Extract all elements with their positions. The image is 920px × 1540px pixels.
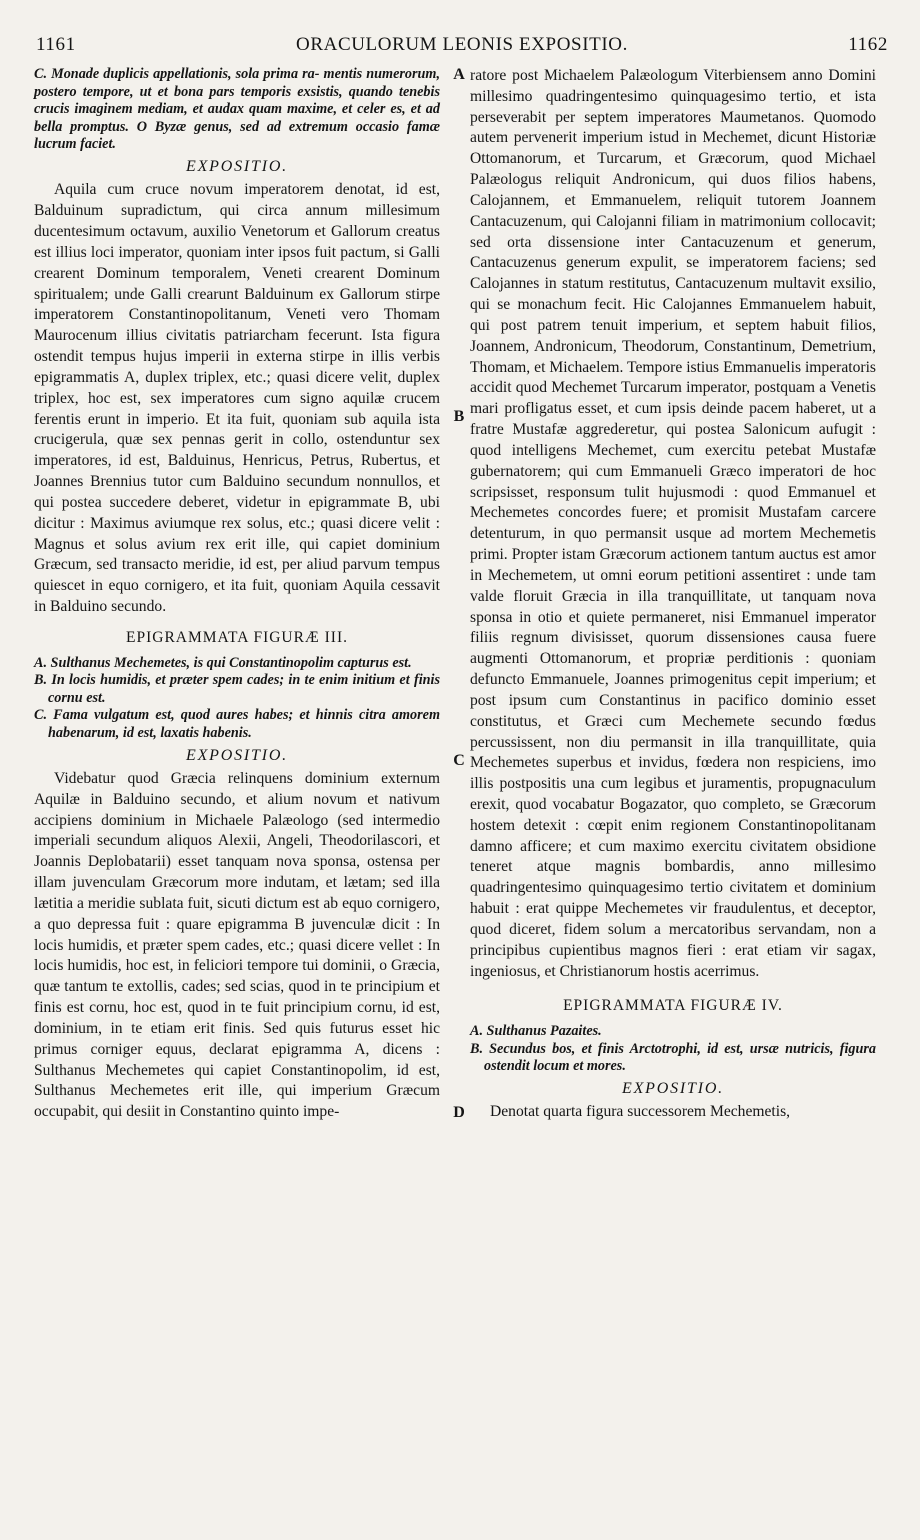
column-marker-d: D xyxy=(453,1104,465,1121)
page-number-right: 1162 xyxy=(848,34,888,55)
epigram-b: B. Secundus bos, et finis Arctotrophi, id est, ursæ nutricis, figura ostendit locum et mores. xyxy=(470,1040,876,1075)
exposition-paragraph: Videbatur quod Græcia relinquens dominium externum Aquilæ in Balduino secundo, et alium novum et nativum accipiens dominium in Michaele Palæologo (sed intermedio imperiali secundum aliquos Alexii, Angeli, Theodorilascori, et Joannis Deplobatarii) esset tanquam nova sponsa, ostensa per illam juvenculam Græcorum more indutam, et lætam; sed illa lætitia a meridie sublata fuit, sicuti dictum est ab equo cornigero, a quo depressa fuit : quare epigramma B juvenculæ dicit : In locis humidis, et præter spem cades, etc.; quasi dicere vellet : In locis humidis, hoc est, in feliciori tempore tui dominii, o Græcia, quæ tantum te extollis, cades; sed scias, quod in te principium et finis est cornu, hoc est, quod in te fuit principium cornu, id est, dominium, in te etiam erit finis. Sed quis futurus esset hic primus corniger equus, declarat epigramma A, dicens : Sulthanus Mechemetes qui capiet Constantinopolim, id est, Sulthanus Mechemetes erit ille, qui imperium Græcum occupabit, qui desiit in Constantino quinto impe- xyxy=(34,769,440,1121)
running-title: ORACULORUM LEONIS EXPOSITIO. xyxy=(296,34,628,55)
epigram-c-continued: C. Monade duplicis appellationis, sola prima ra- mentis numerorum, postero tempore, ut et bona pars temporis exsistis, quando tenebis crucis imaginem mediam, et audax quam maxime, et celer es, et ad bella promptus. O Byzæ genus, sed ad extremum occasio famæ lucrum faciet. xyxy=(34,66,440,153)
running-header xyxy=(36,34,888,60)
exposition-paragraph: Denotat quarta figura successorem Mechemetis, xyxy=(490,1103,791,1121)
right-column xyxy=(470,66,876,1123)
exposition-heading: EXPOSITIO. xyxy=(622,1079,724,1097)
epigram-a: A. Sulthanus Pazaites. xyxy=(470,1023,602,1040)
exposition-heading: EXPOSITIO. xyxy=(186,746,288,764)
column-marker-c: C xyxy=(453,752,465,769)
column-marker-b: B xyxy=(453,408,465,425)
page-number-left: 1161 xyxy=(36,34,76,55)
column-marker-a: A xyxy=(453,66,465,83)
exposition-paragraph: ratore post Michaelem Palæologum Viterbiensem anno Domini millesimo quadringentesimo quinquagesimo tertio, et ista perseverabit per septem imperatores Maumetanos. Quomodo autem pervenerit imperium istud in Mechemet, dicunt Historiæ Ottomanorum, et Turcarum, et Græcorum, quod Michael Palæologus reliquit Andronicum, qui duos filios habens, Calojannem, et Emmanuelem, reliquit tutorem Joannem Cantacuzenum, qui Calojanni filiam in matrimonium collocavit; sed orta dissensione inter Cantacuzenum et generum, Cantacuzenus generum expulit, se imperatorem faciens; sed Calojannes in statum restitutus, Cantacuzenum multavit exsilio, qui se monachum fecit. Hic Calojannes Emmanuelem habuit, qui post patrem tenuit imperium, et septem habuit filios, Joannem, Andronicum, Theodorum, Constantinum, Demetrium, Thomam, et Michaelem. Tempore istius Emmanuelis imperatoris accidit quod Mechemet Turcarum imperator, postquam a Venetis mari profligatus esset, et cum ipsis deinde pacem haberet, ut a fratre Mustafæ aggrederetur, qui postea Salonicum aufugit : quod intelligens Mechemet, cum exercitu petebat Mustafæ gubernatorem; qui cum Emmanueli Græco imperatori de hoc scripsisset, responsum tulit hujusmodi : quod Emmanuel et Mechemetes concordes fuere; et promisit Mustafam carcere detenturum, in quo permansit usque ad mortem Mechemetis primi. Propter istam Græcorum actionem tantum auctus est amor in Mechemetem, ut omni eorum petitioni assentiret : unde tam valde floruit Græcia in illa tranquillitate, ut tanquam nova sponsa in otio et quiete permaneret, nisi Emmanuel imperator filiis regnum divisisset, quorum dissensiones causa fuere augmenti Ottomanorum, et propriæ perditionis : quoniam defuncto Emmanuele, Joannes primogenitus cepit imperium; et post ipsum cum Constantinus in pacifico dominio esset constitutus, et Græci cum Mechemete secundo fœdus percussissent, non diu permansit in illa tranquillitate, quia Mechemetes superbus et invidus, fœdera non respiciens, imo illis postpositis una cum legibus et juramentis, propugnaculum erexit, quod vocabatur Bogazator, quo completo, se Græcorum hostem detexit : cœpit enim regionem Constantinopolitanam damno afficere; et cum maximo exercitu civitatem obsidione teneret atque magnis bombardis, anno millesimo quadringentesimo quinquagesimo tertio civitatem et dominium habuit : erat quippe Mechemetes vir fraudulentus, et deceptor, quod diceret, fidem solum a mercatoribus servandam, non a principibus cupientibus magnos fieri : erat etiam vir sagax, ingeniosus, et Christianorum hostis acerrimus. xyxy=(470,67,876,980)
exposition-heading: EXPOSITIO. xyxy=(186,158,288,176)
section-heading: EPIGRAMMATA FIGURÆ IV. xyxy=(563,997,783,1015)
section-heading: EPIGRAMMATA FIGURÆ III. xyxy=(126,628,348,646)
exposition-paragraph: Aquila cum cruce novum imperatorem denotat, id est, Balduinum supradictum, qui circa annum millesimum ducentesimum octavum, auxilio Venetorum et Gallorum creatus est illius loci imperator, quoniam inter ipsos fuit pactum, si Galli crearent Dominum temporalem, Veneti crearent Dominum spiritualem; unde Galli crearunt Balduinum ex Gallorum stirpe imperatorem Constantinopolitanum, Veneti vero Thomam Maurocenum illius civitatis patriarcham fecerunt. Ista figura ostendit tempus hujus imperii in externa stirpe in illis verbis epigrammatis A, duplex triplex, etc.; quasi dicere velit, duplex triplex, hoc est, sex imperatores cum signo aquilæ crucem ferentis erunt in imperio. Et ita fuit, quoniam sub aquila ista crucigerula, quæ sex pennas gerit in collo, ostenduntur sex imperatores, id est, Balduinus, Henricus, Petrus, Rubertus, et Joannes Brennius tutor cum Balduino secundum nonnullos, et qui postea succedere deberet, videtur in epigrammate B, ubi dicitur : Maximus aviumque rex solus, etc.; quasi dicere velit : Magnus et solus avium rex erit ille, qui capiet dominium Græcum, sed transacto meridie, id est, per aliud parvum tempus quiescet in equo cornigero, et ita fuit, quoniam Aquila cessavit in Balduino secundo. xyxy=(34,181,440,615)
epigram-a: A. Sulthanus Mechemetes, is qui Constantinopolim capturus est. xyxy=(34,654,412,671)
epigram-b: B. In locis humidis, et præter spem cades; in te enim initium et finis cornu est. xyxy=(34,672,440,706)
left-column xyxy=(34,66,440,1123)
epigram-c: C. Fama vulgatum est, quod aures habes; et hinnis citra amorem habenarum, id est, laxatis habenis. xyxy=(34,707,440,741)
